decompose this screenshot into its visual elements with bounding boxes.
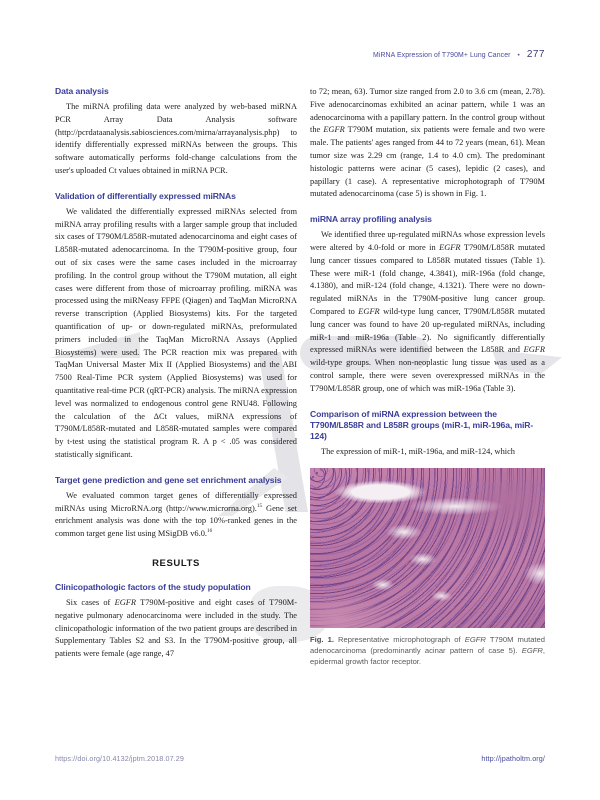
paragraph-continuation: to 72; mean, 63). Tumor size ranged from 2.0 to 3.6 cm (mean, 2.78). Five adenocarcinomas exhibited an acinar pattern, while 1 was an adenocarcinoma with a papillary pattern. In the control group without the EGFR T790M mutation, six patients were female and two were male. The patients' ages ranged from 44 to 72 years (mean, 61). Mean tumor size was 2.29 cm (range, 1.4 to 4.0 cm). The predominant histologic patterns were acinar (5 cases), lepidic (2 cases), and papillary (1 case). A representative microphotograph of T790M mutated adenocarcinoma (case 5) is shown in Fig. 1. xyxy=(310,87,545,199)
section-heading-clinicopathologic: Clinicopathologic factors of the study population xyxy=(55,581,251,592)
figure-1-histology-image xyxy=(310,468,545,628)
running-header xyxy=(55,49,545,60)
paragraph-mirna-array: We identified three up-regulated miRNAs whose expression levels were altered by 4.0-fold or more in EGFR T790M/L858R mutated lung cancer tissues compared to L858R mutated tissues (Table 1). These were miR-1 (fold change, 4.3841), miR-196a (fold change, 4.1380), and miR-124 (fold change, 4.1321). There were no down-regulated miRNAs in the T790M-positive lung cancer group. Compared to EGFR wild-type lung cancer, T790M/L858R mutated lung cancer was found to have 20 up-regulated miRNAs, including miR-1 and miR-196a (Table 2). No significantly differentially expressed miRNAs were identified between the L858R and EGFR wild-type groups. When non-neoplastic lung tissue was used as a control sample, there were seven overexpressed miRNAs in the T790M/L858R group, one of which was miR-196a (Table 3). xyxy=(310,230,545,393)
figure-1-caption xyxy=(310,635,545,667)
paragraph-validation: We validated the differentially expressed miRNAs selected from miRNA array profiling results with a larger sample group that included six cases of T790M/L858R-mutated adenocarcinoma and eight cases of L858R-mutated adenocarcinoma. In the T790M-positive group, four out of six cases were the same cases included in the microarray profiling. In the control group without the T790M mutation, all eight cases were different from those of microarray profiling. miRNA was processed using the miRNeasy FFPE (Qiagen) and TaqMan MicroRNA reverse transcription (Applied Biosystems) kits. For the targeted quantification of up- or down-regulated miRNAs, preformulated primers included in the TaqMan MicroRNA Assays (Applied Biosystems) were used. The PCR reaction mix was prepared with TaqMan Universal Master Mix II (Applied Biosystems) and the ABI 7500 Real-Time PCR system (Applied Biosystems) was used for quantitative real-time PCR (qRT-PCR) analysis. The miRNA expression level was normalized to endogenous control gene RNU48. Following the calculation of the ΔCt values, miRNA expressions of T790M/L858R-mutated and L858R-mutated samples were compared by t-test using the statistical program R. A p < .05 was considered statistically significant. xyxy=(55,206,297,459)
journal-site-link[interactable]: http://jpatholtm.org/ xyxy=(481,754,545,763)
paragraph-comparison: The expression of miR-1, miR-196a, and miR-124, which xyxy=(321,446,515,456)
doi-link[interactable]: https://doi.org/10.4132/jptm.2018.07.29 xyxy=(55,754,184,763)
page-number: 277 xyxy=(526,49,545,60)
right-column xyxy=(310,86,545,667)
left-column xyxy=(55,86,297,667)
section-heading-mirna-array: miRNA array profiling analysis xyxy=(310,214,432,225)
section-heading-validation: Validation of differentially expressed miRNAs xyxy=(55,190,236,201)
paragraph-data-analysis: The miRNA profiling data were analyzed by web-based miRNA PCR Array Data Analysis software (http://pcrdataanalysis.sabiosciences.com/mirna/arrayanalysis.php) to identify differentially expressed miRNAs between the groups. This software automatically performs fold-change calculations from the user's uploaded Ct values obtained in miRNA PCR. xyxy=(55,102,297,175)
paragraph-target-gene: We evaluated common target genes of differentially expressed miRNAs using MicroRNA.org (http://www.microrna.org).$^{15}$ Gene set enrichment analysis was done with the top 10%-ranked genes in the common target gene list using MSigDB v6.0.16 xyxy=(55,490,297,539)
figure-1-caption-text: Representative microphotograph of EGFR T790M mutated adenocarcinoma (predominantly acinar pattern of case 5). EGFR, epidermal growth factor receptor. xyxy=(310,635,545,666)
section-heading-comparison: Comparison of miRNA expression between the T790M/L858R and L858R groups (miR-1, miR-196a, miR-124) xyxy=(310,408,534,441)
paragraph-clinicopathologic: Six cases of EGFR T790M-positive and eight cases of T790M-negative pulmonary adenocarcinoma were included in the study. The clinicopathologic information of the two patient groups are described in Supplementary Tables S2 and S3. In the T790M-positive group, all patients were female (age range, 47 xyxy=(55,597,298,659)
figure-1 xyxy=(310,468,545,667)
figure-1-caption-label: Fig. 1. xyxy=(310,635,334,645)
section-heading-target-gene: Target gene prediction and gene set enrichment analysis xyxy=(55,474,282,485)
bullet-separator: • xyxy=(517,52,520,59)
section-heading-data-analysis: Data analysis xyxy=(55,86,109,96)
running-head-title: MiRNA Expression of T790M+ Lung Cancer xyxy=(373,52,511,59)
page-footer xyxy=(55,754,545,763)
article-body xyxy=(55,86,545,667)
results-heading: RESULTS xyxy=(152,557,200,569)
